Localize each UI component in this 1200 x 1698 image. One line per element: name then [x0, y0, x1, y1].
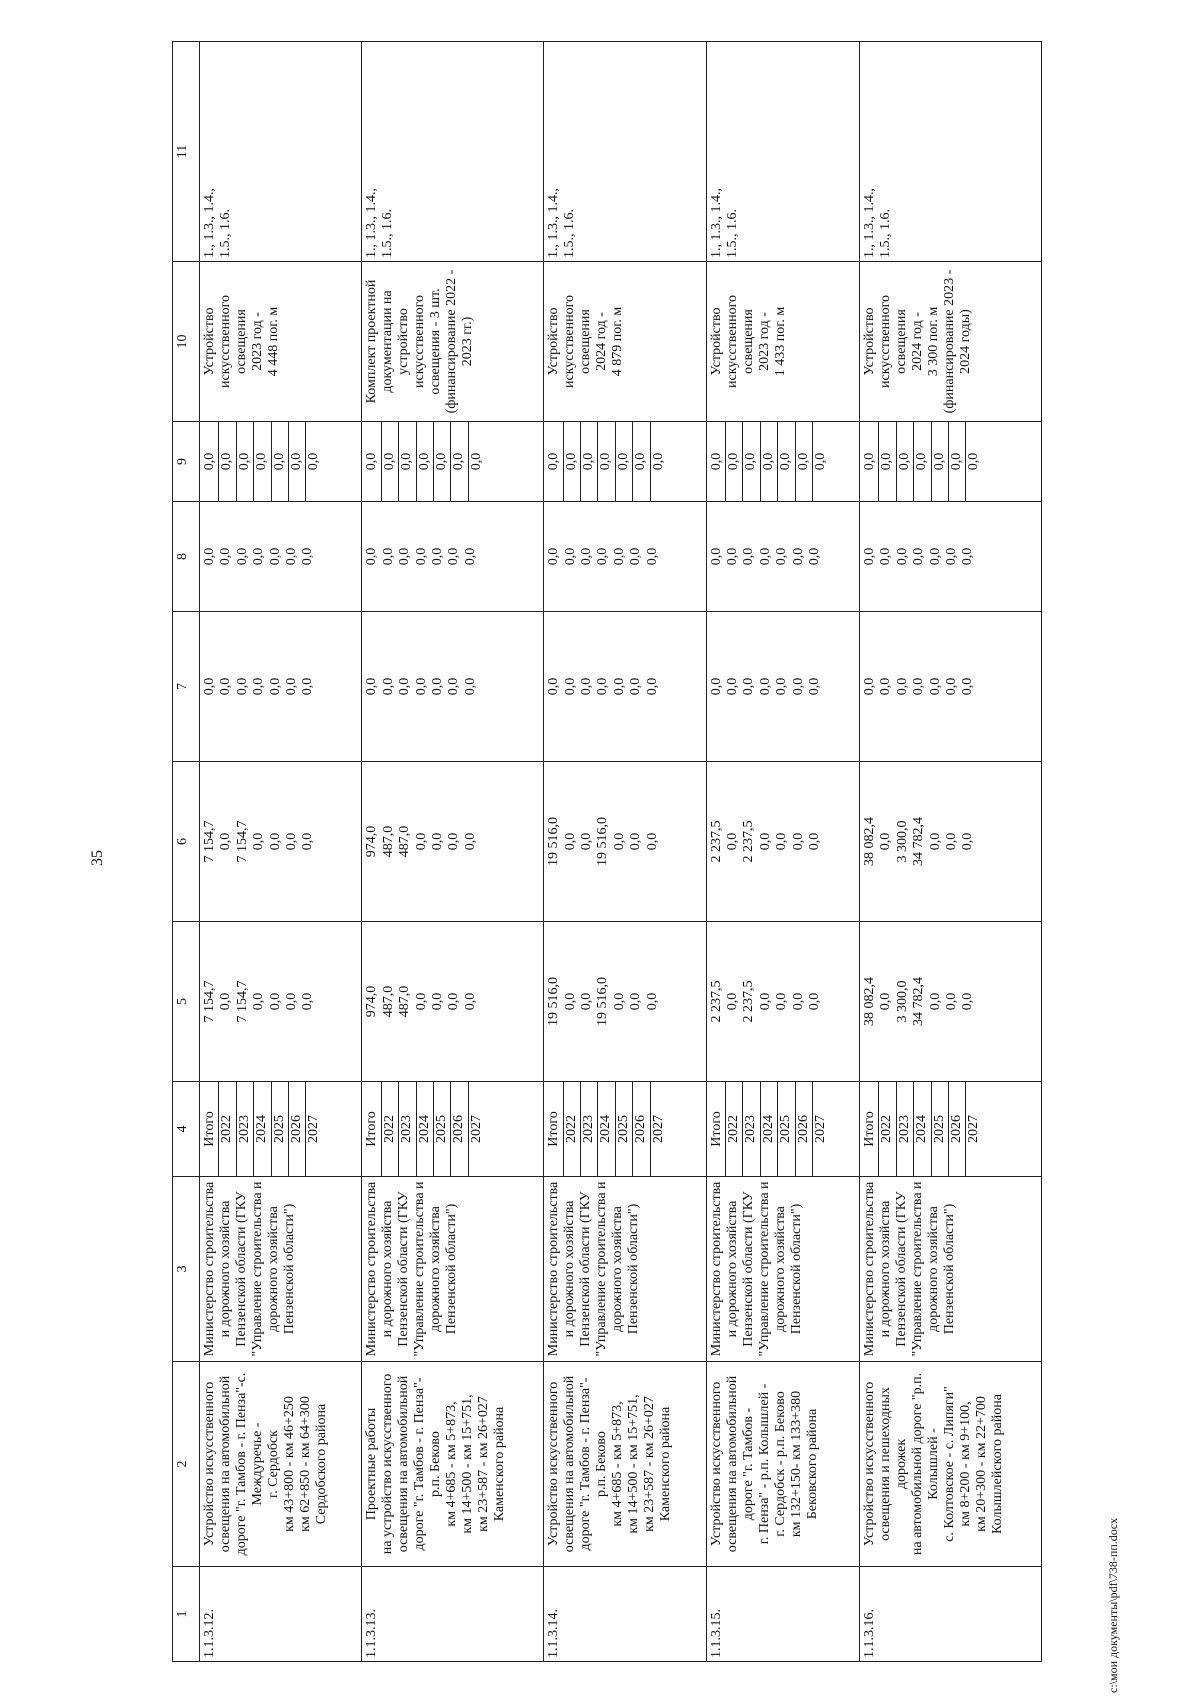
cell-value: 0,0 — [579, 677, 595, 696]
cell-value: 0,0 — [267, 992, 283, 1011]
cell-value: 0,0 — [413, 547, 429, 566]
cell-value: 2022 — [382, 1082, 399, 1176]
cell-value: 0,0 — [429, 677, 445, 696]
cell-value: 2023 — [237, 1082, 254, 1176]
cell-value: 0,0 — [879, 422, 896, 501]
cell-value: 0,0 — [644, 992, 660, 1011]
cell-value: 38 082,4 — [862, 977, 878, 1026]
cell-value: 0,0 — [562, 677, 578, 696]
cell-value: 0,0 — [741, 547, 757, 566]
cell-value: 0,0 — [598, 422, 615, 501]
cell-value: 0,0 — [462, 832, 478, 851]
cell-value: 0,0 — [927, 992, 943, 1011]
cell-value: 2027 — [468, 1115, 484, 1143]
cell-value: Итого — [546, 1082, 563, 1176]
cell-value: 0,0 — [628, 992, 644, 1011]
cell-value: 0,0 — [579, 547, 595, 566]
cell-value: 0,0 — [927, 547, 943, 566]
cell-value: 0,0 — [446, 832, 462, 851]
cell-value: 0,0 — [218, 992, 234, 1011]
table-row — [362, 42, 544, 1662]
federal-budget — [544, 612, 706, 762]
cell-value: 0,0 — [446, 677, 462, 696]
executor: Министерство строительства и дорожного хозяйства Пензенской области (ГКУ "Управление строительства и дорожного хозяйства Пензенской области") — [706, 1177, 859, 1362]
cell-value: 0,0 — [878, 832, 894, 851]
cell-value: 2024 — [761, 1082, 778, 1176]
cell-value: 0,0 — [611, 992, 627, 1011]
cell-value: 0,0 — [595, 677, 611, 696]
years-list — [200, 1082, 362, 1177]
expected-result: Устройство искусственного освещения 2023 год - 1 433 пог. м — [706, 262, 859, 422]
executor: Министерство строительства и дорожного хозяйства Пензенской области (ГКУ "Управление строительства и дорожного хозяйства Пензенской области") — [200, 1177, 362, 1362]
cell-value: 34 782,4 — [911, 817, 927, 866]
cell-value: 2024 — [254, 1082, 271, 1176]
expected-result: Устройство искусственного освещения 2023 год - 4 448 пог. м — [200, 262, 362, 422]
total-funding — [200, 922, 362, 1082]
cell-value: 0,0 — [774, 677, 790, 696]
cell-value: 3 300,0 — [894, 820, 910, 863]
cell-value: 7 154,7 — [202, 980, 217, 1023]
cell-value: 0,0 — [283, 992, 299, 1011]
cell-value: 0,0 — [944, 992, 960, 1011]
cell-value: 0,0 — [581, 422, 598, 501]
cell-value: 2 237,5 — [708, 980, 724, 1023]
page-number: 35 — [89, 850, 106, 866]
cell-value: 0,0 — [894, 547, 910, 566]
table-row — [706, 42, 859, 1662]
cell-value: 0,0 — [202, 677, 217, 696]
cell-value: 0,0 — [709, 422, 726, 501]
cell-value: 0,0 — [757, 547, 773, 566]
rotated-page — [172, 42, 1042, 1662]
cell-value: 0,0 — [725, 547, 740, 566]
cell-value: 0,0 — [219, 422, 236, 501]
cell-value: 0,0 — [306, 452, 322, 471]
executor: Министерство строительства и дорожного хозяйства Пензенской области (ГКУ "Управление строительства и дорожного хозяйства Пензенской области") — [544, 1177, 706, 1362]
table-row — [200, 42, 362, 1662]
measure-name: Устройство искусственного освещения и пешеходных дорожек на автомобильной дороге "р.п. Колышлей - с. Колтовское - с. Липяги" км 8+200 - км 9+100, км 20+300 - км 22+700 Колышлейского района — [860, 1362, 1042, 1567]
cell-value: 0,0 — [251, 832, 267, 851]
cell-value: 0,0 — [254, 422, 271, 501]
cell-value: 0,0 — [364, 422, 381, 501]
local-budget — [860, 502, 1042, 612]
cell-value: 0,0 — [267, 832, 283, 851]
cell-value: 0,0 — [202, 422, 219, 501]
cell-value: 0,0 — [708, 677, 724, 696]
cell-value: 0,0 — [611, 677, 627, 696]
years-list — [544, 1082, 706, 1177]
cell-value: 0,0 — [611, 832, 627, 851]
cell-value: 0,0 — [595, 547, 611, 566]
cell-value: 0,0 — [234, 547, 250, 566]
cell-value: 974,0 — [364, 985, 380, 1018]
total-funding — [706, 922, 859, 1082]
cell-value: 0,0 — [413, 677, 429, 696]
regional-budget — [544, 762, 706, 922]
column-header-5: 5 — [173, 922, 200, 1082]
cell-value: 0,0 — [237, 422, 254, 501]
cell-value: 19 516,0 — [546, 977, 562, 1026]
cell-value: 0,0 — [650, 452, 666, 471]
cell-value: 2 237,5 — [741, 980, 757, 1023]
footer-path: c:\мои документы\pdf\738-пп.docx — [1106, 1517, 1120, 1693]
cell-value: 0,0 — [382, 422, 399, 501]
column-header-1: 1 — [173, 1567, 200, 1662]
cell-value: 7 154,7 — [234, 820, 250, 863]
cell-value: 7 154,7 — [234, 980, 250, 1023]
cell-value: 0,0 — [399, 422, 416, 501]
cell-value: 0,0 — [283, 677, 299, 696]
cell-value: 2023 — [897, 1082, 914, 1176]
cell-value: 0,0 — [911, 677, 927, 696]
expected-result: Устройство искусственного освещения 2024 год - 4 879 пог. м — [544, 262, 706, 422]
cell-value: 487,0 — [397, 825, 413, 858]
cell-value: 19 516,0 — [546, 817, 562, 866]
cell-value: 487,0 — [397, 985, 413, 1018]
cell-value: 0,0 — [283, 547, 299, 566]
other-sources — [544, 422, 706, 502]
measure-name: Проектные работы на устройство искусственного освещения на автомобильной дороге "г. Тамбов - г. Пенза"- р.п. Беково км 4+685 - км 5+873, км 14+500 - км 15+751, км 23+587 - км 26+027 Каменского района — [362, 1362, 544, 1567]
column-header-2: 2 — [173, 1362, 200, 1567]
row-id: 1.1.3.13. — [362, 1567, 544, 1662]
cell-value: 0,0 — [725, 992, 740, 1011]
cell-value: 0,0 — [944, 677, 960, 696]
cell-value: Итого — [364, 1082, 381, 1176]
cell-value: 0,0 — [790, 677, 806, 696]
expected-result: Комплект проектной документации на устройство искусственного освещения - 3 шт. (финансирование 2022 - 2023 гг.) — [362, 262, 544, 422]
cell-value: 0,0 — [429, 832, 445, 851]
cell-value: 0,0 — [446, 547, 462, 566]
cell-value: 0,0 — [949, 422, 966, 501]
table-row — [860, 42, 1042, 1662]
local-budget — [200, 502, 362, 612]
row-id: 1.1.3.16. — [860, 1567, 1042, 1662]
cell-value: 0,0 — [562, 992, 578, 1011]
cell-value: 19 516,0 — [595, 817, 611, 866]
cell-value: 0,0 — [862, 677, 878, 696]
cell-value: 0,0 — [413, 992, 429, 1011]
cell-value: 0,0 — [927, 677, 943, 696]
cell-value: 2 237,5 — [741, 820, 757, 863]
cell-value: 487,0 — [380, 825, 396, 858]
cell-value: 0,0 — [966, 452, 982, 471]
expected-result: Устройство искусственного освещения 2024 год - 3 300 пог. м (финансирование 2023 - 2024 годы) — [860, 262, 1042, 422]
cell-value: 0,0 — [579, 992, 595, 1011]
cell-value: 0,0 — [380, 677, 396, 696]
header-row — [173, 42, 200, 1662]
cell-value: 0,0 — [862, 422, 879, 501]
cell-value: 0,0 — [806, 832, 822, 851]
row-id: 1.1.3.14. — [544, 1567, 706, 1662]
total-funding — [860, 922, 1042, 1082]
cell-value: 0,0 — [417, 422, 434, 501]
column-header-6: 6 — [173, 762, 200, 922]
cell-value: 0,0 — [546, 547, 562, 566]
cell-value: 0,0 — [741, 677, 757, 696]
cell-value: 0,0 — [644, 677, 660, 696]
cell-value: 0,0 — [468, 452, 484, 471]
cell-value: 2025 — [272, 1082, 289, 1176]
cell-value: 0,0 — [725, 832, 740, 851]
cell-value: 2026 — [633, 1082, 650, 1176]
cell-value: 7 154,7 — [202, 820, 217, 863]
total-funding — [544, 922, 706, 1082]
cell-value: 0,0 — [878, 547, 894, 566]
cell-value: 0,0 — [300, 992, 316, 1011]
cell-value: 0,0 — [267, 677, 283, 696]
cell-value: 2026 — [289, 1082, 306, 1176]
cell-value: 2027 — [966, 1115, 982, 1143]
cell-value: 2024 — [914, 1082, 931, 1176]
cell-value: 0,0 — [878, 677, 894, 696]
cell-value: 0,0 — [862, 547, 878, 566]
cell-value: 974,0 — [364, 825, 380, 858]
row-id: 1.1.3.12. — [200, 1567, 362, 1662]
executor: Министерство строительства и дорожного хозяйства Пензенской области (ГКУ "Управление строительства и дорожного хозяйства Пензенской области") — [362, 1177, 544, 1362]
cell-value: 0,0 — [812, 452, 828, 471]
cell-value: 0,0 — [897, 422, 914, 501]
cell-value: 0,0 — [267, 547, 283, 566]
cell-value: 0,0 — [774, 832, 790, 851]
cell-value: 0,0 — [397, 677, 413, 696]
cell-value: 0,0 — [429, 992, 445, 1011]
measure-name: Устройство искусственного освещения на автомобильной дороге "г. Тамбов - г. Пенза"- р.п. Беково км 4+685 - км 5+873, км 14+500 - км 15+751, км 23+587 - км 26+027 Каменского района — [544, 1362, 706, 1567]
measure-name: Устройство искусственного освещения на автомобильной дороге "г. Тамбов - г. Пенза"-с. Междуречье - г. Сердобск км 43+800 - км 46+250 км 62+850 - км 64+300 Сердобского района — [200, 1362, 362, 1567]
cell-value: 2027 — [306, 1115, 322, 1143]
cell-value: 0,0 — [911, 547, 927, 566]
cell-value: 0,0 — [462, 677, 478, 696]
cell-value: 2027 — [812, 1115, 828, 1143]
cell-value: 2022 — [726, 1082, 743, 1176]
column-header-7: 7 — [173, 612, 200, 762]
cell-value: 0,0 — [878, 992, 894, 1011]
cell-value: 0,0 — [960, 992, 976, 1011]
cell-value: 0,0 — [757, 677, 773, 696]
other-sources — [706, 422, 859, 502]
total-funding — [362, 922, 544, 1082]
cell-value: 0,0 — [644, 547, 660, 566]
cell-value: 0,0 — [725, 677, 740, 696]
cell-value: 0,0 — [251, 547, 267, 566]
cell-value: 0,0 — [628, 677, 644, 696]
cell-value: 0,0 — [300, 677, 316, 696]
cell-value: 0,0 — [272, 422, 289, 501]
cell-value: 0,0 — [944, 832, 960, 851]
cell-value: 2022 — [564, 1082, 581, 1176]
cell-value: 0,0 — [202, 547, 217, 566]
cell-value: 0,0 — [778, 422, 795, 501]
cell-value: 0,0 — [944, 547, 960, 566]
table-row — [544, 42, 706, 1662]
cell-value: 0,0 — [451, 422, 468, 501]
other-sources — [200, 422, 362, 502]
cell-value: 3 300,0 — [894, 980, 910, 1023]
cell-value: 0,0 — [757, 992, 773, 1011]
indicator-reference: 1., 1.3., 1.4., 1.5., 1.6. — [706, 42, 859, 262]
cell-value: 0,0 — [429, 547, 445, 566]
executor: Министерство строительства и дорожного хозяйства Пензенской области (ГКУ "Управление строительства и дорожного хозяйства Пензенской области") — [860, 1177, 1042, 1362]
cell-value: 0,0 — [932, 422, 949, 501]
cell-value: 0,0 — [616, 422, 633, 501]
cell-value: 0,0 — [743, 422, 760, 501]
cell-value: 0,0 — [218, 832, 234, 851]
cell-value: 0,0 — [633, 422, 650, 501]
cell-value: 2023 — [581, 1082, 598, 1176]
federal-budget — [706, 612, 859, 762]
cell-value: 0,0 — [708, 547, 724, 566]
cell-value: 2022 — [219, 1082, 236, 1176]
cell-value: 0,0 — [757, 832, 773, 851]
local-budget — [362, 502, 544, 612]
column-header-11: 11 — [173, 42, 200, 262]
local-budget — [544, 502, 706, 612]
other-sources — [860, 422, 1042, 502]
indicator-reference: 1., 1.3., 1.4., 1.5., 1.6. — [362, 42, 544, 262]
other-sources — [362, 422, 544, 502]
regional-budget — [200, 762, 362, 922]
regional-budget — [362, 762, 544, 922]
cell-value: 0,0 — [397, 547, 413, 566]
cell-value: Итого — [862, 1082, 879, 1176]
cell-value: 2025 — [616, 1082, 633, 1176]
cell-value: 0,0 — [761, 422, 778, 501]
cell-value: 0,0 — [413, 832, 429, 851]
cell-value: 2026 — [451, 1082, 468, 1176]
cell-value: 0,0 — [300, 832, 316, 851]
federal-budget — [860, 612, 1042, 762]
years-list — [706, 1082, 859, 1177]
cell-value: 2024 — [598, 1082, 615, 1176]
cell-value: 2023 — [743, 1082, 760, 1176]
table-body — [200, 42, 1042, 1662]
regional-budget — [860, 762, 1042, 922]
cell-value: 0,0 — [380, 547, 396, 566]
cell-value: 0,0 — [283, 832, 299, 851]
column-header-8: 8 — [173, 502, 200, 612]
cell-value: 0,0 — [434, 422, 451, 501]
years-list — [860, 1082, 1042, 1177]
cell-value: 0,0 — [960, 677, 976, 696]
cell-value: Итого — [202, 1082, 219, 1176]
column-header-10: 10 — [173, 262, 200, 422]
cell-value: 0,0 — [806, 677, 822, 696]
federal-budget — [200, 612, 362, 762]
cell-value: 0,0 — [914, 422, 931, 501]
cell-value: 0,0 — [562, 832, 578, 851]
cell-value: 0,0 — [579, 832, 595, 851]
cell-value: 0,0 — [894, 677, 910, 696]
cell-value: 0,0 — [726, 422, 743, 501]
cell-value: 0,0 — [806, 992, 822, 1011]
cell-value: 0,0 — [462, 992, 478, 1011]
cell-value: Итого — [709, 1082, 726, 1176]
cell-value: 0,0 — [251, 992, 267, 1011]
cell-value: 487,0 — [380, 985, 396, 1018]
cell-value: 2026 — [796, 1082, 813, 1176]
measure-name: Устройство искусственного освещения на автомобильной дороге "г. Тамбов - г. Пенза" - р.п. Колышлей - г. Сердобск - р.п. Беково км 132+150- км 133+380 Бековского района — [706, 1362, 859, 1567]
cell-value: 0,0 — [796, 422, 813, 501]
cell-value: 0,0 — [300, 547, 316, 566]
cell-value: 2 237,5 — [708, 820, 724, 863]
cell-value: 0,0 — [364, 547, 380, 566]
cell-value: 0,0 — [562, 547, 578, 566]
cell-value: 0,0 — [774, 992, 790, 1011]
column-header-3: 3 — [173, 1177, 200, 1362]
cell-value: 2025 — [434, 1082, 451, 1176]
column-header-4: 4 — [173, 1082, 200, 1177]
cell-value: 0,0 — [289, 422, 306, 501]
cell-value: 0,0 — [611, 547, 627, 566]
cell-value: 0,0 — [628, 832, 644, 851]
cell-value: 0,0 — [546, 422, 563, 501]
cell-value: 2027 — [650, 1115, 666, 1143]
cell-value: 34 782,4 — [911, 977, 927, 1026]
cell-value: 2025 — [932, 1082, 949, 1176]
cell-value: 0,0 — [364, 677, 380, 696]
cell-value: 0,0 — [790, 992, 806, 1011]
cell-value: 2023 — [399, 1082, 416, 1176]
cell-value: 19 516,0 — [595, 977, 611, 1026]
indicator-reference: 1., 1.3., 1.4., 1.5., 1.6. — [860, 42, 1042, 262]
program-table — [172, 41, 1042, 1662]
cell-value: 0,0 — [218, 677, 234, 696]
cell-value: 0,0 — [790, 547, 806, 566]
cell-value: 0,0 — [218, 547, 234, 566]
cell-value: 2022 — [879, 1082, 896, 1176]
cell-value: 0,0 — [462, 547, 478, 566]
cell-value: 2025 — [778, 1082, 795, 1176]
cell-value: 0,0 — [774, 547, 790, 566]
cell-value: 2024 — [417, 1082, 434, 1176]
cell-value: 0,0 — [644, 832, 660, 851]
cell-value: 2026 — [949, 1082, 966, 1176]
cell-value: 0,0 — [960, 547, 976, 566]
federal-budget — [362, 612, 544, 762]
column-header-9: 9 — [173, 422, 200, 502]
cell-value: 0,0 — [628, 547, 644, 566]
cell-value: 0,0 — [446, 992, 462, 1011]
indicator-reference: 1., 1.3., 1.4., 1.5., 1.6. — [544, 42, 706, 262]
regional-budget — [706, 762, 859, 922]
cell-value: 38 082,4 — [862, 817, 878, 866]
cell-value: 0,0 — [251, 677, 267, 696]
years-list — [362, 1082, 544, 1177]
cell-value: 0,0 — [546, 677, 562, 696]
cell-value: 0,0 — [564, 422, 581, 501]
local-budget — [706, 502, 859, 612]
cell-value: 0,0 — [234, 677, 250, 696]
cell-value: 0,0 — [806, 547, 822, 566]
cell-value: 0,0 — [960, 832, 976, 851]
indicator-reference: 1., 1.3., 1.4., 1.5., 1.6. — [200, 42, 362, 262]
row-id: 1.1.3.15. — [706, 1567, 859, 1662]
cell-value: 0,0 — [790, 832, 806, 851]
cell-value: 0,0 — [927, 832, 943, 851]
